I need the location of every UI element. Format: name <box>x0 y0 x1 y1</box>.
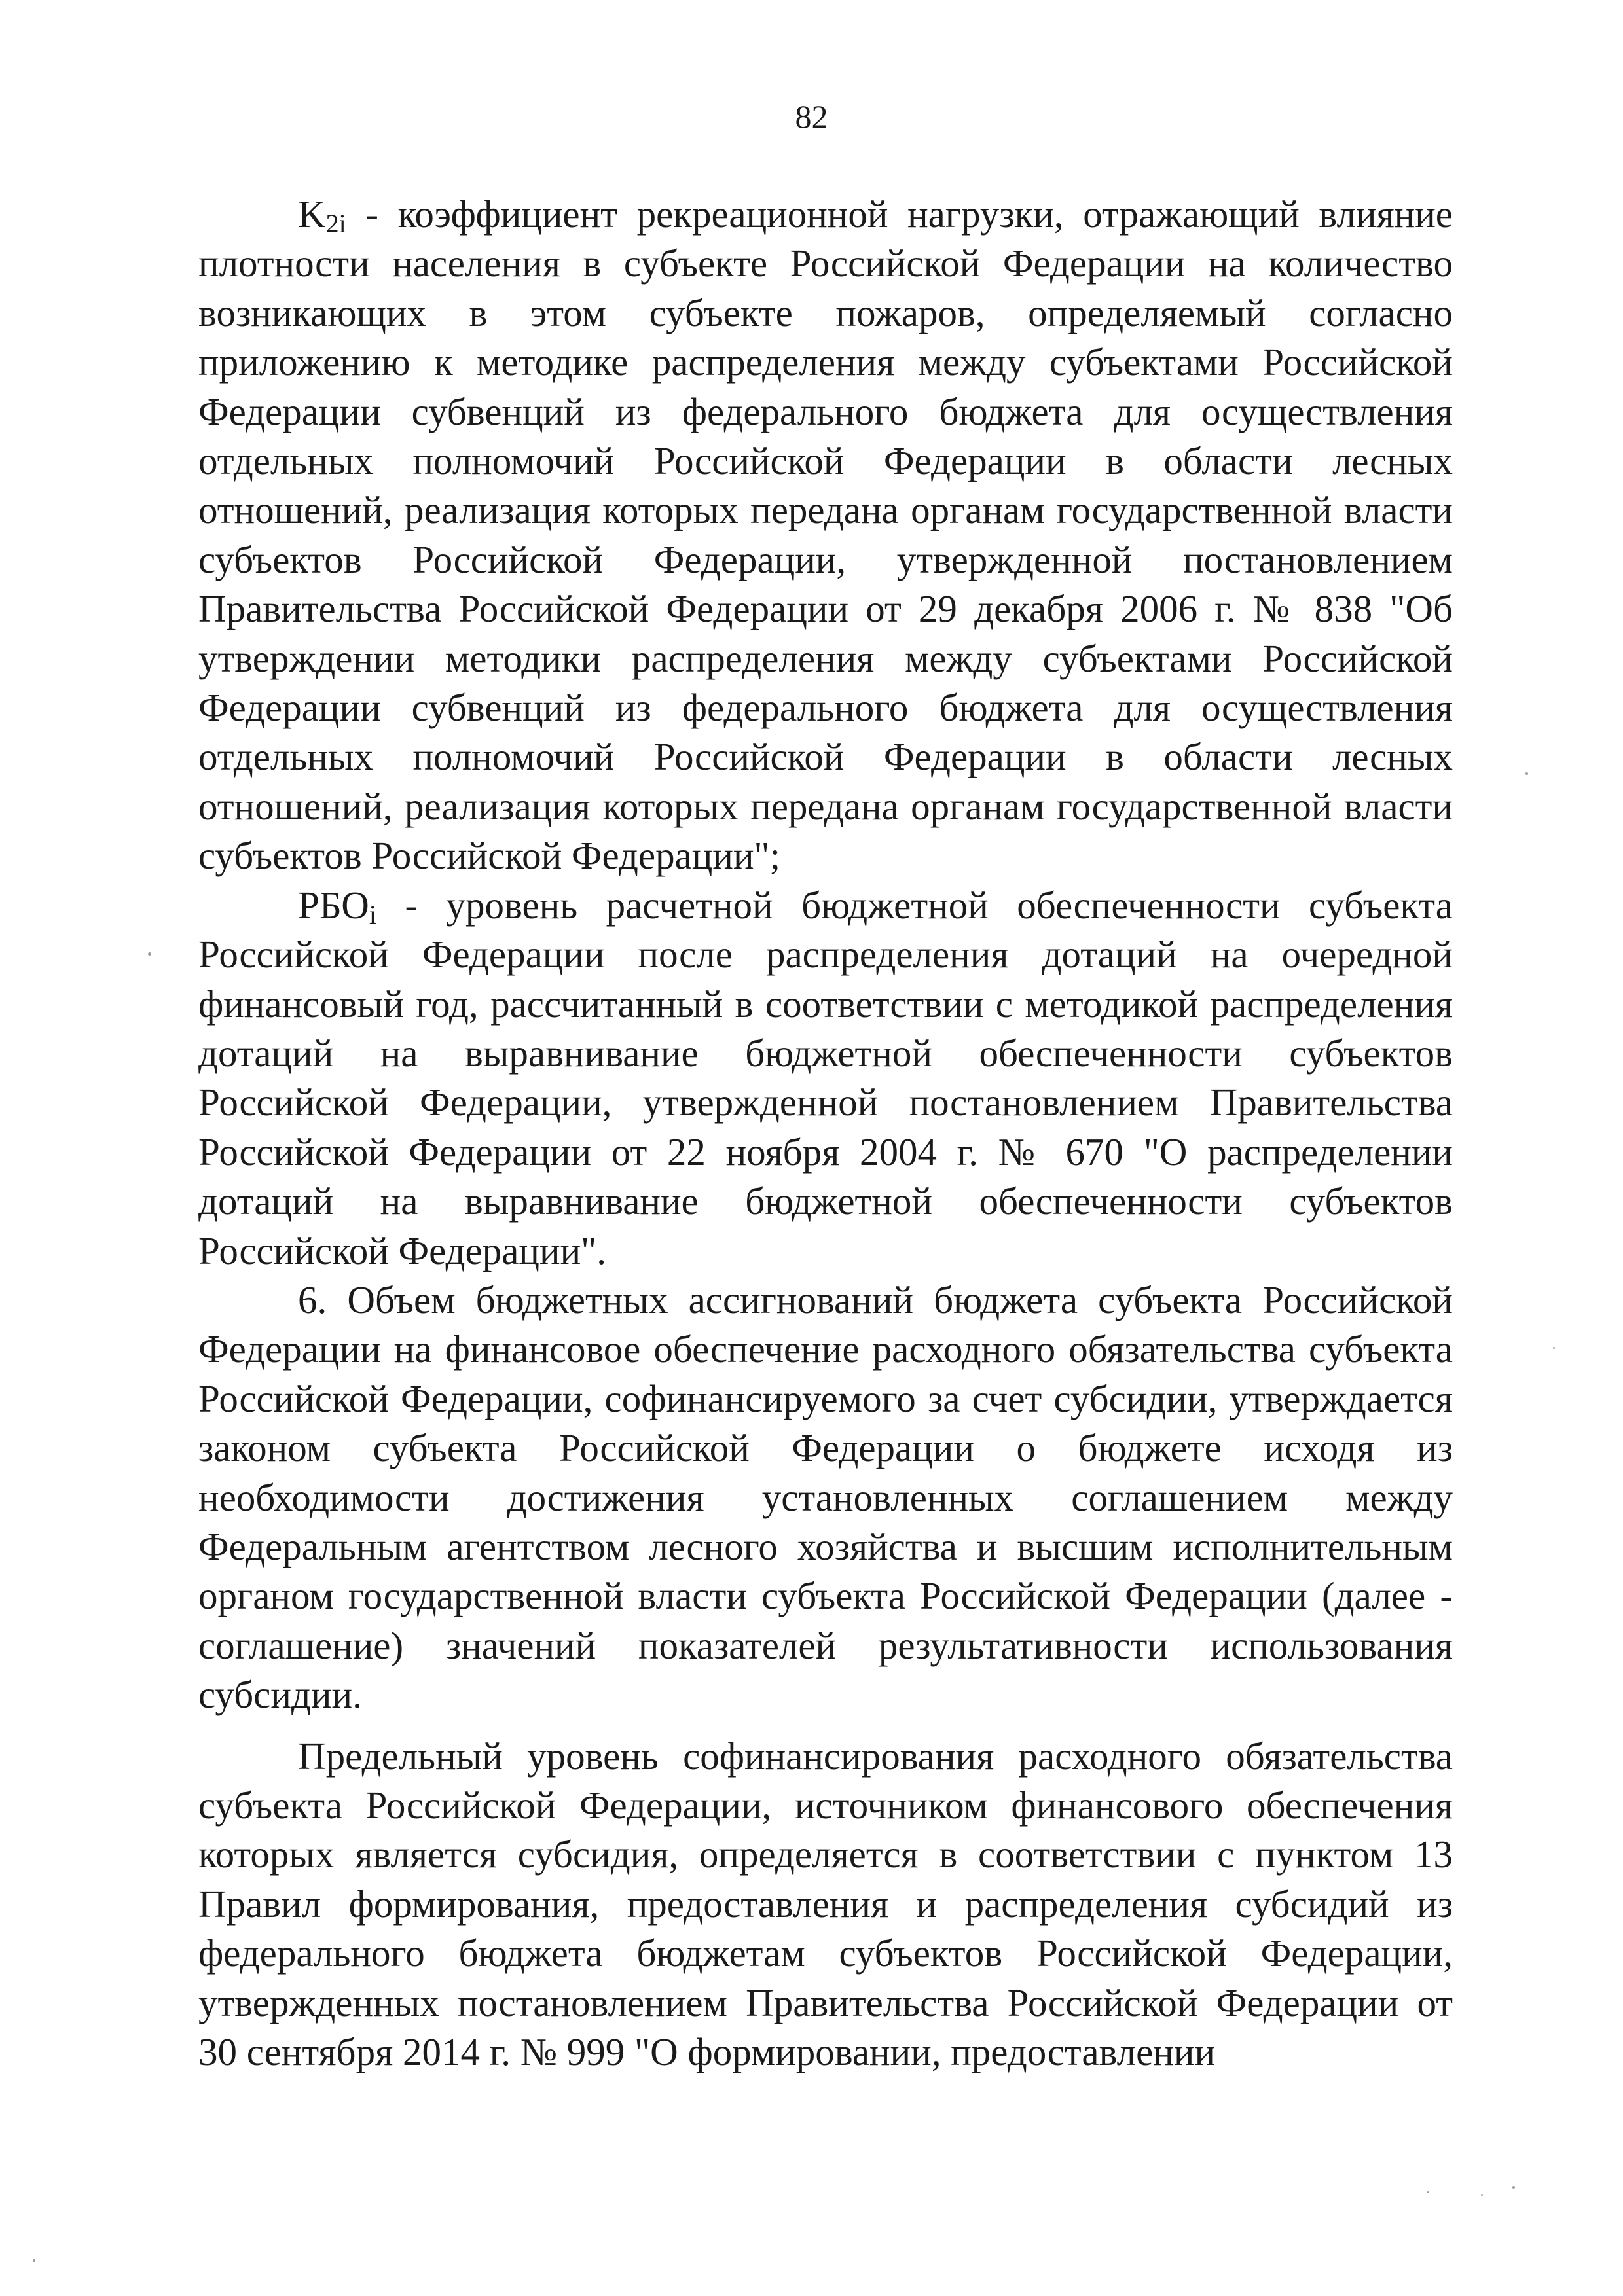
scan-speck <box>148 952 151 956</box>
paragraph-text: - уровень расчетной бюджетной обеспеченности субъекта Российской Федерации после распределения дотаций на очередной финансовый год, рассчитанный в соответствии с методикой распределения дотаций на выравнивание бюджетной обеспеченности субъектов Российской Федерации, утвержденной постановлением Правительства Российской Федерации от 22 ноября 2004 г. № 670 "О распределении дотаций на выравнивание бюджетной обеспеченности субъектов Российской Федерации". <box>198 883 1453 1272</box>
paragraph-item-6 <box>198 1276 1453 1720</box>
document-body <box>198 190 1453 2077</box>
paragraph-text: - коэффициент рекреационной нагрузки, отражающий влияние плотности населения в субъекте Российской Федерации на количество возникающих в этом субъекте пожаров, определяемый согласно приложению к методике распределения между субъектами Российской Федерации субвенций из федерального бюджета для осуществления отдельных полномочий Российской Федерации в области лесных отношений, реализация которых передана органам государственной власти субъектов Российской Федерации, утвержденной постановлением Правительства Российской Федерации от 29 декабря 2006 г. № 838 "Об утверждении методики распределения между субъектами Российской Федерации субвенций из федерального бюджета для осуществления отдельных полномочий Российской Федерации в области лесных отношений, реализация которых передана органам государственной власти субъектов Российской Федерации"; <box>198 192 1453 878</box>
symbol-rbo-subscript: i <box>369 899 377 929</box>
symbol-rbo: РБО <box>298 883 369 927</box>
scan-speck <box>1512 2186 1515 2189</box>
symbol-k: K <box>298 192 326 236</box>
scan-speck <box>1553 1347 1555 1349</box>
paragraph-text: 6. Объем бюджетных ассигнований бюджета субъекта Российской Федерации на финансовое обеспечение расходного обязательства субъекта Российской Федерации, софинансируемого за счет субсидии, утверждается законом субъекта Российской Федерации о бюджете исходя из необходимости достижения установленных соглашением между Федеральным агентством лесного хозяйства и высшим исполнительным органом государственной власти субъекта Российской Федерации (далее - соглашение) значений показателей результативности использования субсидии. <box>198 1278 1453 1717</box>
paragraph-k2i-definition <box>198 190 1453 881</box>
paragraph-text: Предельный уровень софинансирования расходного обязательства субъекта Российской Федерации, источником финансового обеспечения которых является субсидия, определяется в соответствии с пунктом 13 Правил формирования, предоставления и распределения субсидий из федерального бюджета бюджетам субъектов Российской Федерации, утвержденных постановлением Правительства Российской Федерации от 30 сентября 2014 г. № 999 "О формировании, предоставлении <box>198 1734 1453 2074</box>
scan-speck <box>1481 2194 1483 2196</box>
paragraph-rbo-definition <box>198 881 1453 1276</box>
scan-speck <box>1525 772 1528 775</box>
symbol-k-subscript: 2i <box>325 209 346 238</box>
page-number: 82 <box>795 98 828 135</box>
paragraph-cofinancing-limit <box>198 1732 1453 2077</box>
scan-speck <box>1427 2191 1429 2193</box>
scan-speck <box>33 2259 35 2262</box>
